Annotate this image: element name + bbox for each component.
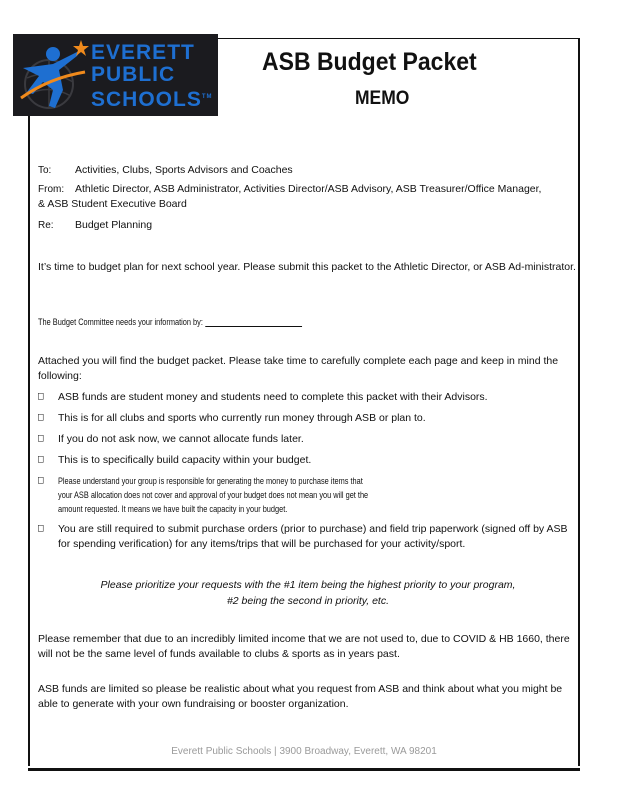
page-title: ASB Budget Packet [262,48,477,76]
intro-paragraph: It’s time to budget plan for next school year. Please submit this packet to the Athletic Director, or ASB Ad-ministrator. [38,261,576,273]
from-value-cont: & ASB Student Executive Board [38,198,187,210]
bullet-box-icon [38,456,44,463]
limited-paragraph: ASB funds are limited so please be realistic about what you request from ASB and think about what you might be able to generate with your own fundraising or booster organization. [38,683,563,710]
re-value: Budget Planning [75,219,153,231]
deadline-blank [205,316,302,327]
logo-line-2: PUBLIC [91,63,176,86]
logo-line-1: EVERETT [91,41,195,64]
logo-line-3: SCHOOLS [91,88,202,111]
student-star-globe-icon [19,38,89,112]
from-value: Athletic Director, ASB Administrator, Activities Director/ASB Advisory, ASB Treasurer/Office Manager, [75,183,542,195]
priority-note [38,577,578,609]
bullet-box-icon [38,525,44,532]
from-label: From: [38,184,65,195]
attached-paragraph: Attached you will find the budget packet. Please take time to carefully complete each page and keep in mind the following: [38,355,559,382]
condensed-line-2: your ASB allocation does not cover and approval of your budget does not mean you will get the [58,490,369,500]
bullet-text: This is to specifically build capacity within your budget. [58,454,312,466]
priority-line-2: #2 being the second in priority, etc. [226,595,390,607]
bullet-text: If you do not ask now, we cannot allocate funds later. [58,433,304,445]
deadline-line [38,316,302,327]
footer-address: Everett Public Schools | 3900 Broadway, Everett, WA 98201 [171,746,437,757]
memo-bottom-border [28,768,580,771]
condensed-line-3: amount requested. It means we have built the capacity in your budget. [58,504,288,514]
bullet-box-icon [38,393,44,400]
bullet-text: ASB funds are student money and students need to complete this packet with their Advisors. [58,391,488,403]
district-logo [13,34,218,116]
condensed-line-1: Please understand your group is responsible for generating the money to purchase items that [58,476,363,486]
bullet-text: You are still required to submit purchase orders (prior to purchase) and field trip paperwork (signed off by ASB for spending verification) for any items/trips that will be purchased for your activity/sport. [58,523,568,550]
bullet-text: This is for all clubs and sports who currently run money through ASB or plan to. [58,412,426,424]
bullet-box-icon [38,477,44,484]
bullet-text-condensed [58,474,550,516]
bullet-box-icon [38,414,44,421]
deadline-label: The Budget Committee needs your information by: [38,317,203,327]
bullet-box-icon [38,435,44,442]
to-value: Activities, Clubs, Sports Advisors and Coaches [75,164,293,176]
priority-line-1: Please prioritize your requests with the #1 item being the highest priority to your program, [100,579,516,591]
to-label: To: [38,165,52,176]
logo-trademark: TM [201,94,213,100]
remember-paragraph: Please remember that due to an incredibly limited income that we are not used to, due to COVID & HB 1660, there will not be the same level of funds available to clubs & sports as in years past. [38,633,570,660]
re-label: Re: [38,220,54,231]
page-subtitle: MEMO [355,88,410,109]
